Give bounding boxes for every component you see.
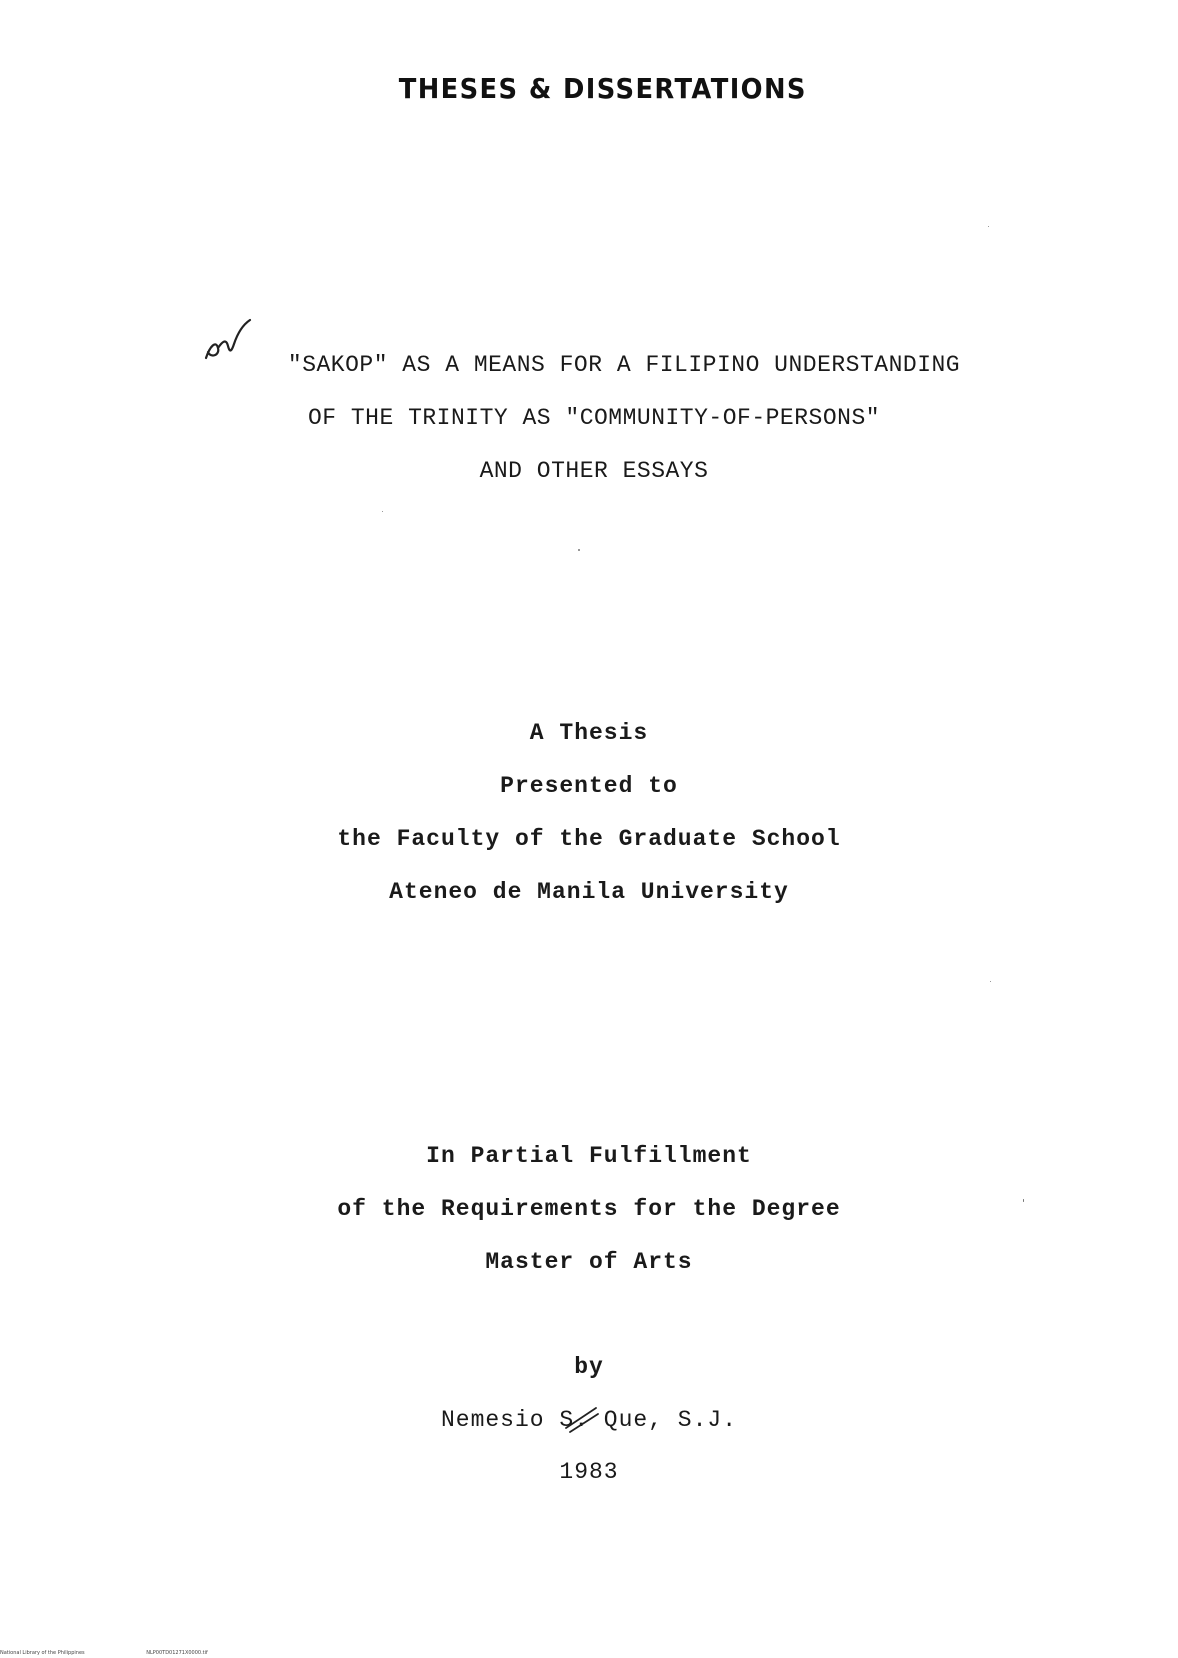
collection-stamp: THESES & DISSERTATIONS (398, 72, 807, 105)
thesis-label: A Thesis (529, 720, 649, 746)
scan-footer (0, 1650, 268, 1656)
footer-file-id: NLP00TD01271X0000.tif (146, 1650, 208, 1656)
author-name: Nemesio S. Que, S.J. (440, 1407, 738, 1433)
scan-speck (990, 981, 991, 982)
university-line: Ateneo de Manila University (389, 879, 789, 905)
footer-library: National Library of the Philippines (0, 1650, 85, 1656)
scan-speck (382, 511, 383, 512)
fulfillment-line-1: In Partial Fulfillment (426, 1143, 752, 1169)
by-label: by (574, 1354, 604, 1380)
fulfillment-line-2: of the Requirements for the Degree (337, 1196, 841, 1222)
title-line-3: AND OTHER ESSAYS (479, 458, 709, 484)
degree-line: Master of Arts (485, 1249, 693, 1275)
scan-speck (988, 226, 989, 227)
pen-strike-mark (562, 1400, 602, 1434)
title-line-2: OF THE TRINITY AS "COMMUNITY-OF-PERSONS" (307, 405, 881, 431)
scan-speck (578, 549, 580, 551)
title-line-1: "SAKOP" AS A MEANS FOR A FILIPINO UNDERSTANDING (287, 352, 961, 378)
faculty-line: the Faculty of the Graduate School (337, 826, 841, 852)
year: 1983 (559, 1459, 619, 1485)
scan-speck (1023, 1199, 1024, 1202)
presented-to: Presented to (500, 773, 678, 799)
